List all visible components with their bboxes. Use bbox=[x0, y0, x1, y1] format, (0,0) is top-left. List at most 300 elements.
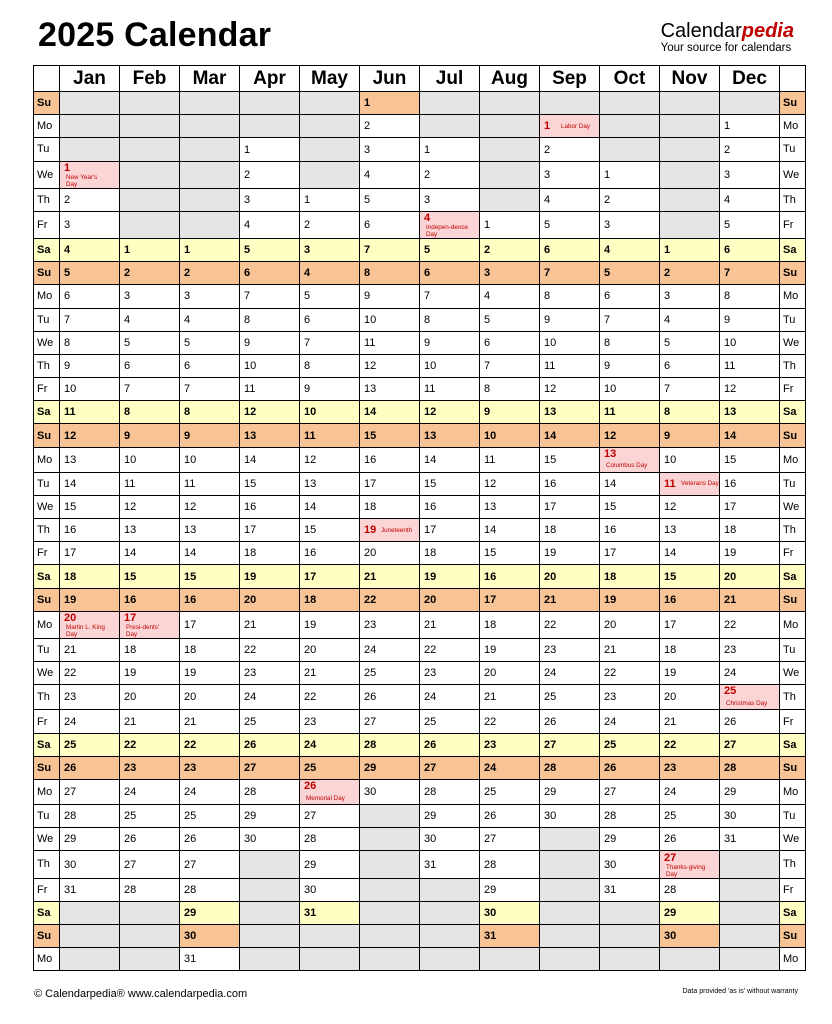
day-cell[interactable] bbox=[660, 308, 720, 331]
day-cell[interactable] bbox=[60, 662, 120, 685]
day-cell[interactable] bbox=[240, 519, 300, 542]
day-cell[interactable] bbox=[600, 710, 660, 733]
day-cell[interactable] bbox=[600, 161, 660, 188]
day-cell[interactable] bbox=[300, 401, 360, 424]
day-cell[interactable] bbox=[180, 756, 240, 779]
day-cell[interactable] bbox=[720, 447, 780, 472]
day-cell[interactable] bbox=[540, 519, 600, 542]
day-cell[interactable] bbox=[360, 495, 420, 518]
day-cell[interactable] bbox=[540, 495, 600, 518]
day-cell[interactable] bbox=[480, 878, 540, 901]
day-cell[interactable] bbox=[120, 828, 180, 851]
day-cell[interactable] bbox=[720, 611, 780, 638]
day-cell[interactable] bbox=[480, 924, 540, 947]
day-cell[interactable] bbox=[660, 733, 720, 756]
day-cell[interactable] bbox=[360, 733, 420, 756]
day-cell[interactable] bbox=[660, 851, 720, 878]
day-cell[interactable] bbox=[120, 662, 180, 685]
day-cell[interactable] bbox=[120, 238, 180, 261]
day-cell[interactable] bbox=[240, 756, 300, 779]
day-cell[interactable] bbox=[360, 262, 420, 285]
day-cell[interactable] bbox=[120, 378, 180, 401]
day-cell[interactable] bbox=[120, 685, 180, 710]
day-cell[interactable] bbox=[240, 733, 300, 756]
day-cell[interactable] bbox=[180, 308, 240, 331]
day-cell[interactable] bbox=[540, 331, 600, 354]
day-cell[interactable] bbox=[480, 805, 540, 828]
day-cell[interactable] bbox=[660, 285, 720, 308]
day-cell[interactable] bbox=[540, 285, 600, 308]
day-cell[interactable] bbox=[420, 188, 480, 211]
day-cell[interactable] bbox=[660, 878, 720, 901]
day-cell[interactable] bbox=[480, 447, 540, 472]
day-cell[interactable] bbox=[180, 948, 240, 971]
day-cell[interactable] bbox=[120, 447, 180, 472]
day-cell[interactable] bbox=[660, 238, 720, 261]
day-cell[interactable] bbox=[540, 401, 600, 424]
day-cell[interactable] bbox=[60, 519, 120, 542]
day-cell[interactable] bbox=[180, 685, 240, 710]
day-cell[interactable] bbox=[360, 756, 420, 779]
day-cell[interactable] bbox=[720, 756, 780, 779]
day-cell[interactable] bbox=[420, 354, 480, 377]
day-cell[interactable] bbox=[360, 662, 420, 685]
day-cell[interactable] bbox=[360, 685, 420, 710]
day-cell[interactable] bbox=[300, 308, 360, 331]
day-cell[interactable] bbox=[300, 238, 360, 261]
day-cell[interactable] bbox=[540, 756, 600, 779]
day-cell[interactable] bbox=[60, 354, 120, 377]
day-cell[interactable] bbox=[720, 285, 780, 308]
day-cell[interactable] bbox=[540, 710, 600, 733]
day-cell[interactable] bbox=[300, 779, 360, 804]
day-cell[interactable] bbox=[420, 733, 480, 756]
day-cell[interactable] bbox=[60, 733, 120, 756]
day-cell[interactable] bbox=[660, 262, 720, 285]
day-cell[interactable] bbox=[120, 331, 180, 354]
day-cell[interactable] bbox=[600, 211, 660, 238]
day-cell[interactable] bbox=[480, 611, 540, 638]
day-cell[interactable] bbox=[660, 756, 720, 779]
day-cell[interactable] bbox=[60, 211, 120, 238]
day-cell[interactable] bbox=[360, 161, 420, 188]
day-cell[interactable] bbox=[60, 779, 120, 804]
day-cell[interactable] bbox=[360, 565, 420, 588]
day-cell[interactable] bbox=[180, 828, 240, 851]
day-cell[interactable] bbox=[240, 262, 300, 285]
day-cell[interactable] bbox=[240, 828, 300, 851]
day-cell[interactable] bbox=[240, 685, 300, 710]
day-cell[interactable] bbox=[660, 901, 720, 924]
day-cell[interactable] bbox=[120, 542, 180, 565]
day-cell[interactable] bbox=[180, 354, 240, 377]
day-cell[interactable] bbox=[420, 138, 480, 161]
day-cell[interactable] bbox=[300, 354, 360, 377]
day-cell[interactable] bbox=[480, 424, 540, 447]
day-cell[interactable] bbox=[120, 779, 180, 804]
day-cell[interactable] bbox=[60, 565, 120, 588]
day-cell[interactable] bbox=[240, 285, 300, 308]
day-cell[interactable] bbox=[660, 685, 720, 710]
day-cell[interactable] bbox=[660, 662, 720, 685]
day-cell[interactable] bbox=[420, 472, 480, 495]
day-cell[interactable] bbox=[180, 262, 240, 285]
day-cell[interactable] bbox=[420, 779, 480, 804]
day-cell[interactable] bbox=[480, 756, 540, 779]
day-cell[interactable] bbox=[120, 401, 180, 424]
day-cell[interactable] bbox=[480, 519, 540, 542]
day-cell[interactable] bbox=[120, 565, 180, 588]
day-cell[interactable] bbox=[420, 542, 480, 565]
day-cell[interactable] bbox=[60, 710, 120, 733]
day-cell[interactable] bbox=[540, 685, 600, 710]
day-cell[interactable] bbox=[420, 588, 480, 611]
day-cell[interactable] bbox=[480, 401, 540, 424]
day-cell[interactable] bbox=[300, 733, 360, 756]
day-cell[interactable] bbox=[540, 354, 600, 377]
day-cell[interactable] bbox=[240, 211, 300, 238]
day-cell[interactable] bbox=[300, 662, 360, 685]
day-cell[interactable] bbox=[540, 542, 600, 565]
day-cell[interactable] bbox=[660, 447, 720, 472]
day-cell[interactable] bbox=[300, 331, 360, 354]
day-cell[interactable] bbox=[540, 611, 600, 638]
day-cell[interactable] bbox=[540, 262, 600, 285]
day-cell[interactable] bbox=[360, 92, 420, 115]
day-cell[interactable] bbox=[420, 238, 480, 261]
day-cell[interactable] bbox=[300, 424, 360, 447]
day-cell[interactable] bbox=[300, 285, 360, 308]
day-cell[interactable] bbox=[720, 188, 780, 211]
day-cell[interactable] bbox=[360, 542, 420, 565]
day-cell[interactable] bbox=[420, 565, 480, 588]
day-cell[interactable] bbox=[600, 285, 660, 308]
day-cell[interactable] bbox=[240, 638, 300, 661]
day-cell[interactable] bbox=[600, 685, 660, 710]
day-cell[interactable] bbox=[180, 638, 240, 661]
day-cell[interactable] bbox=[60, 495, 120, 518]
day-cell[interactable] bbox=[300, 472, 360, 495]
day-cell[interactable] bbox=[480, 262, 540, 285]
day-cell[interactable] bbox=[300, 542, 360, 565]
day-cell[interactable] bbox=[240, 588, 300, 611]
day-cell[interactable] bbox=[120, 710, 180, 733]
day-cell[interactable] bbox=[240, 424, 300, 447]
day-cell[interactable] bbox=[480, 495, 540, 518]
day-cell[interactable] bbox=[600, 542, 660, 565]
day-cell[interactable] bbox=[120, 308, 180, 331]
day-cell[interactable] bbox=[600, 851, 660, 878]
day-cell[interactable] bbox=[240, 542, 300, 565]
brand-logo[interactable] bbox=[661, 20, 794, 55]
day-cell[interactable] bbox=[300, 710, 360, 733]
day-cell[interactable] bbox=[180, 565, 240, 588]
day-cell[interactable] bbox=[120, 472, 180, 495]
day-cell[interactable] bbox=[360, 611, 420, 638]
day-cell[interactable] bbox=[300, 638, 360, 661]
day-cell[interactable] bbox=[600, 805, 660, 828]
day-cell[interactable] bbox=[60, 588, 120, 611]
day-cell[interactable] bbox=[60, 685, 120, 710]
day-cell[interactable] bbox=[120, 519, 180, 542]
day-cell[interactable] bbox=[120, 611, 180, 638]
day-cell[interactable] bbox=[360, 285, 420, 308]
day-cell[interactable] bbox=[660, 401, 720, 424]
day-cell[interactable] bbox=[240, 447, 300, 472]
day-cell[interactable] bbox=[720, 262, 780, 285]
day-cell[interactable] bbox=[420, 378, 480, 401]
day-cell[interactable] bbox=[180, 447, 240, 472]
day-cell[interactable] bbox=[120, 495, 180, 518]
day-cell[interactable] bbox=[120, 805, 180, 828]
day-cell[interactable] bbox=[120, 424, 180, 447]
day-cell[interactable] bbox=[240, 308, 300, 331]
day-cell[interactable] bbox=[180, 805, 240, 828]
day-cell[interactable] bbox=[360, 378, 420, 401]
day-cell[interactable] bbox=[420, 805, 480, 828]
day-cell[interactable] bbox=[720, 161, 780, 188]
day-cell[interactable] bbox=[60, 188, 120, 211]
day-cell[interactable] bbox=[660, 378, 720, 401]
day-cell[interactable] bbox=[420, 211, 480, 238]
day-cell[interactable] bbox=[540, 211, 600, 238]
day-cell[interactable] bbox=[180, 542, 240, 565]
day-cell[interactable] bbox=[360, 331, 420, 354]
day-cell[interactable] bbox=[300, 828, 360, 851]
day-cell[interactable] bbox=[480, 779, 540, 804]
day-cell[interactable] bbox=[300, 495, 360, 518]
day-cell[interactable] bbox=[540, 662, 600, 685]
day-cell[interactable] bbox=[240, 331, 300, 354]
day-cell[interactable] bbox=[720, 565, 780, 588]
day-cell[interactable] bbox=[300, 756, 360, 779]
day-cell[interactable] bbox=[720, 401, 780, 424]
day-cell[interactable] bbox=[120, 588, 180, 611]
day-cell[interactable] bbox=[600, 565, 660, 588]
day-cell[interactable] bbox=[600, 733, 660, 756]
day-cell[interactable] bbox=[240, 138, 300, 161]
day-cell[interactable] bbox=[600, 756, 660, 779]
day-cell[interactable] bbox=[240, 188, 300, 211]
day-cell[interactable] bbox=[360, 401, 420, 424]
day-cell[interactable] bbox=[420, 519, 480, 542]
day-cell[interactable] bbox=[180, 779, 240, 804]
day-cell[interactable] bbox=[480, 662, 540, 685]
day-cell[interactable] bbox=[660, 588, 720, 611]
day-cell[interactable] bbox=[540, 472, 600, 495]
day-cell[interactable] bbox=[600, 878, 660, 901]
day-cell[interactable] bbox=[480, 472, 540, 495]
day-cell[interactable] bbox=[660, 805, 720, 828]
day-cell[interactable] bbox=[660, 828, 720, 851]
day-cell[interactable] bbox=[300, 262, 360, 285]
day-cell[interactable] bbox=[180, 401, 240, 424]
day-cell[interactable] bbox=[720, 638, 780, 661]
day-cell[interactable] bbox=[60, 756, 120, 779]
day-cell[interactable] bbox=[180, 238, 240, 261]
day-cell[interactable] bbox=[420, 447, 480, 472]
day-cell[interactable] bbox=[600, 779, 660, 804]
day-cell[interactable] bbox=[120, 262, 180, 285]
day-cell[interactable] bbox=[60, 378, 120, 401]
day-cell[interactable] bbox=[240, 354, 300, 377]
day-cell[interactable] bbox=[360, 779, 420, 804]
day-cell[interactable] bbox=[180, 733, 240, 756]
day-cell[interactable] bbox=[420, 662, 480, 685]
day-cell[interactable] bbox=[420, 161, 480, 188]
day-cell[interactable] bbox=[660, 924, 720, 947]
day-cell[interactable] bbox=[360, 638, 420, 661]
day-cell[interactable] bbox=[600, 401, 660, 424]
day-cell[interactable] bbox=[480, 565, 540, 588]
day-cell[interactable] bbox=[60, 331, 120, 354]
day-cell[interactable] bbox=[600, 519, 660, 542]
day-cell[interactable] bbox=[300, 519, 360, 542]
day-cell[interactable] bbox=[360, 211, 420, 238]
day-cell[interactable] bbox=[60, 401, 120, 424]
day-cell[interactable] bbox=[720, 828, 780, 851]
day-cell[interactable] bbox=[720, 779, 780, 804]
day-cell[interactable] bbox=[60, 611, 120, 638]
day-cell[interactable] bbox=[480, 901, 540, 924]
day-cell[interactable] bbox=[660, 542, 720, 565]
day-cell[interactable] bbox=[360, 519, 420, 542]
day-cell[interactable] bbox=[300, 878, 360, 901]
day-cell[interactable] bbox=[660, 495, 720, 518]
day-cell[interactable] bbox=[60, 161, 120, 188]
day-cell[interactable] bbox=[480, 733, 540, 756]
day-cell[interactable] bbox=[300, 188, 360, 211]
day-cell[interactable] bbox=[600, 238, 660, 261]
day-cell[interactable] bbox=[300, 851, 360, 878]
day-cell[interactable] bbox=[660, 565, 720, 588]
day-cell[interactable] bbox=[480, 588, 540, 611]
day-cell[interactable] bbox=[240, 805, 300, 828]
day-cell[interactable] bbox=[480, 285, 540, 308]
day-cell[interactable] bbox=[720, 588, 780, 611]
day-cell[interactable] bbox=[240, 161, 300, 188]
day-cell[interactable] bbox=[120, 756, 180, 779]
day-cell[interactable] bbox=[720, 115, 780, 138]
day-cell[interactable] bbox=[720, 211, 780, 238]
day-cell[interactable] bbox=[420, 262, 480, 285]
day-cell[interactable] bbox=[180, 331, 240, 354]
day-cell[interactable] bbox=[720, 733, 780, 756]
day-cell[interactable] bbox=[360, 424, 420, 447]
day-cell[interactable] bbox=[420, 424, 480, 447]
day-cell[interactable] bbox=[120, 285, 180, 308]
day-cell[interactable] bbox=[600, 331, 660, 354]
day-cell[interactable] bbox=[600, 447, 660, 472]
day-cell[interactable] bbox=[540, 238, 600, 261]
day-cell[interactable] bbox=[480, 354, 540, 377]
day-cell[interactable] bbox=[420, 638, 480, 661]
day-cell[interactable] bbox=[300, 565, 360, 588]
day-cell[interactable] bbox=[180, 710, 240, 733]
day-cell[interactable] bbox=[60, 878, 120, 901]
day-cell[interactable] bbox=[240, 662, 300, 685]
day-cell[interactable] bbox=[600, 262, 660, 285]
day-cell[interactable] bbox=[720, 685, 780, 710]
day-cell[interactable] bbox=[540, 733, 600, 756]
day-cell[interactable] bbox=[540, 638, 600, 661]
day-cell[interactable] bbox=[180, 378, 240, 401]
day-cell[interactable] bbox=[720, 519, 780, 542]
day-cell[interactable] bbox=[120, 851, 180, 878]
day-cell[interactable] bbox=[60, 308, 120, 331]
day-cell[interactable] bbox=[720, 805, 780, 828]
day-cell[interactable] bbox=[120, 638, 180, 661]
day-cell[interactable] bbox=[600, 828, 660, 851]
day-cell[interactable] bbox=[540, 188, 600, 211]
day-cell[interactable] bbox=[60, 828, 120, 851]
day-cell[interactable] bbox=[300, 211, 360, 238]
day-cell[interactable] bbox=[660, 611, 720, 638]
day-cell[interactable] bbox=[600, 188, 660, 211]
day-cell[interactable] bbox=[420, 685, 480, 710]
day-cell[interactable] bbox=[720, 495, 780, 518]
day-cell[interactable] bbox=[480, 378, 540, 401]
day-cell[interactable] bbox=[600, 424, 660, 447]
day-cell[interactable] bbox=[720, 662, 780, 685]
day-cell[interactable] bbox=[720, 238, 780, 261]
day-cell[interactable] bbox=[360, 308, 420, 331]
day-cell[interactable] bbox=[420, 851, 480, 878]
day-cell[interactable] bbox=[180, 924, 240, 947]
day-cell[interactable] bbox=[60, 472, 120, 495]
day-cell[interactable] bbox=[60, 262, 120, 285]
day-cell[interactable] bbox=[240, 611, 300, 638]
day-cell[interactable] bbox=[240, 779, 300, 804]
day-cell[interactable] bbox=[540, 115, 600, 138]
day-cell[interactable] bbox=[360, 138, 420, 161]
day-cell[interactable] bbox=[60, 238, 120, 261]
day-cell[interactable] bbox=[720, 472, 780, 495]
day-cell[interactable] bbox=[180, 588, 240, 611]
day-cell[interactable] bbox=[180, 851, 240, 878]
day-cell[interactable] bbox=[480, 331, 540, 354]
day-cell[interactable] bbox=[540, 424, 600, 447]
day-cell[interactable] bbox=[180, 472, 240, 495]
day-cell[interactable] bbox=[660, 779, 720, 804]
day-cell[interactable] bbox=[300, 588, 360, 611]
day-cell[interactable] bbox=[660, 638, 720, 661]
day-cell[interactable] bbox=[480, 828, 540, 851]
day-cell[interactable] bbox=[60, 638, 120, 661]
day-cell[interactable] bbox=[360, 188, 420, 211]
day-cell[interactable] bbox=[240, 565, 300, 588]
day-cell[interactable] bbox=[720, 354, 780, 377]
day-cell[interactable] bbox=[60, 542, 120, 565]
day-cell[interactable] bbox=[540, 779, 600, 804]
day-cell[interactable] bbox=[480, 211, 540, 238]
day-cell[interactable] bbox=[360, 588, 420, 611]
day-cell[interactable] bbox=[360, 238, 420, 261]
day-cell[interactable] bbox=[600, 308, 660, 331]
day-cell[interactable] bbox=[540, 378, 600, 401]
day-cell[interactable] bbox=[180, 611, 240, 638]
day-cell[interactable] bbox=[420, 828, 480, 851]
day-cell[interactable] bbox=[420, 331, 480, 354]
day-cell[interactable] bbox=[240, 378, 300, 401]
day-cell[interactable] bbox=[60, 447, 120, 472]
day-cell[interactable] bbox=[300, 447, 360, 472]
day-cell[interactable] bbox=[420, 308, 480, 331]
day-cell[interactable] bbox=[720, 331, 780, 354]
day-cell[interactable] bbox=[540, 161, 600, 188]
day-cell[interactable] bbox=[660, 472, 720, 495]
day-cell[interactable] bbox=[540, 138, 600, 161]
